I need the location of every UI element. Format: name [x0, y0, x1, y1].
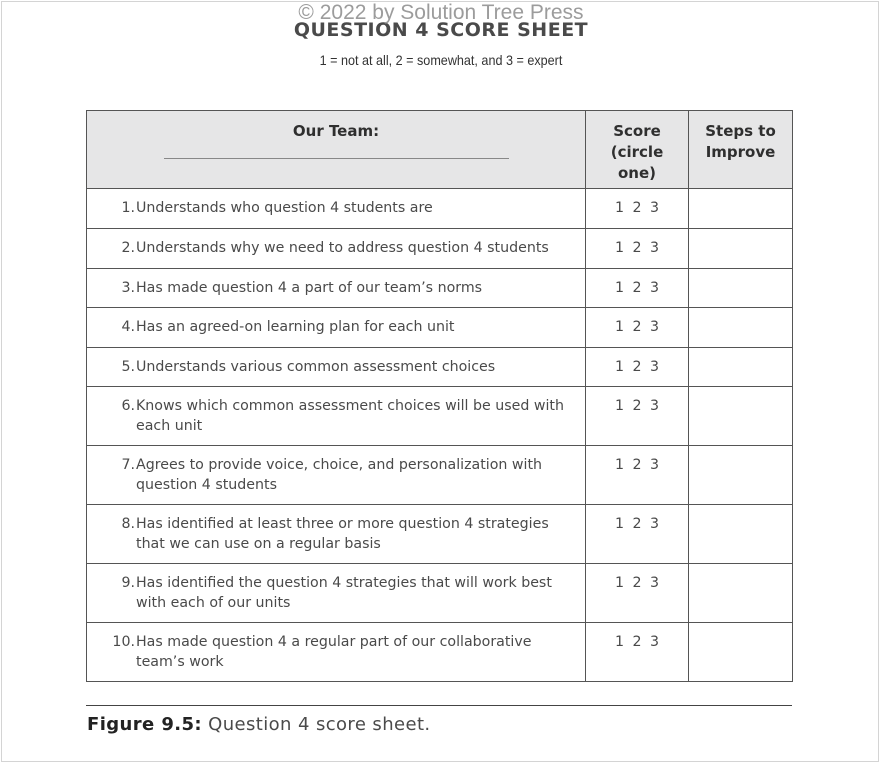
steps-header-line2: Improve — [705, 143, 776, 161]
table-row — [87, 505, 793, 564]
score-options[interactable]: 1 2 3 — [586, 348, 689, 387]
steps-to-improve-cell[interactable] — [689, 189, 793, 229]
score-legend: 1 = not at all, 2 = somewhat, and 3 = expert — [319, 52, 563, 68]
criterion-cell — [87, 269, 586, 308]
team-header — [87, 111, 586, 189]
steps-to-improve-cell[interactable] — [689, 564, 793, 623]
steps-to-improve-cell[interactable] — [689, 348, 793, 387]
copyright-watermark: © 2022 by Solution Tree Press — [298, 1, 584, 24]
criterion-number: 1. — [121, 200, 135, 216]
score-header-line3: one) — [617, 164, 656, 182]
table-row — [87, 623, 793, 682]
criterion-number: 4. — [121, 319, 135, 335]
steps-to-improve-cell[interactable] — [689, 269, 793, 308]
criterion-text: Has identified the question 4 strategies that will work best with each of our units — [136, 575, 552, 611]
criterion-number: 7. — [121, 457, 135, 473]
criterion-number: 8. — [121, 516, 135, 532]
table-row — [87, 446, 793, 505]
score-header-line2: (circle — [610, 143, 664, 161]
score-options[interactable]: 1 2 3 — [586, 446, 689, 505]
score-header-line1: Score — [613, 122, 661, 140]
criterion-number: 6. — [121, 398, 135, 414]
criterion-cell — [87, 564, 586, 623]
score-options[interactable]: 1 2 3 — [586, 308, 689, 348]
criterion-text: Agrees to provide voice, choice, and personalization with question 4 students — [136, 457, 542, 493]
steps-to-improve-cell[interactable] — [689, 505, 793, 564]
steps-to-improve-cell[interactable] — [689, 229, 793, 269]
criterion-cell — [87, 348, 586, 387]
steps-to-improve-cell[interactable] — [689, 387, 793, 446]
team-header-label: Our Team: — [292, 122, 380, 140]
criterion-number: 3. — [121, 280, 135, 296]
criterion-text: Has made question 4 a part of our team’s norms — [136, 280, 483, 296]
table-row — [87, 564, 793, 623]
criterion-text: Has made question 4 a regular part of our collaborative team’s work — [136, 634, 532, 670]
page-title: QUESTION 4 SCORE SHEET — [293, 19, 589, 41]
score-options[interactable]: 1 2 3 — [586, 229, 689, 269]
criterion-text: Has an agreed-on learning plan for each unit — [136, 319, 455, 335]
criterion-text: Understands why we need to address question 4 students — [136, 240, 549, 256]
criterion-cell — [87, 308, 586, 348]
score-options[interactable]: 1 2 3 — [586, 623, 689, 682]
score-header — [586, 111, 689, 189]
steps-header-line1: Steps to — [705, 122, 776, 140]
criterion-number: 10. — [112, 634, 135, 650]
criterion-cell — [87, 505, 586, 564]
table-row — [87, 387, 793, 446]
criterion-text: Knows which common assessment choices will be used with each unit — [136, 398, 564, 434]
criterion-number: 5. — [121, 359, 135, 375]
score-options[interactable]: 1 2 3 — [586, 505, 689, 564]
criterion-cell — [87, 446, 586, 505]
score-sheet-table — [86, 110, 793, 682]
criterion-cell — [87, 623, 586, 682]
criterion-number: 9. — [121, 575, 135, 591]
table-row — [87, 269, 793, 308]
criterion-text: Understands who question 4 students are — [136, 200, 433, 216]
score-options[interactable]: 1 2 3 — [586, 387, 689, 446]
criterion-text: Understands various common assessment choices — [136, 359, 496, 375]
table-row — [87, 189, 793, 229]
table-row — [87, 229, 793, 269]
criterion-cell — [87, 189, 586, 229]
score-options[interactable]: 1 2 3 — [586, 269, 689, 308]
steps-to-improve-cell[interactable] — [689, 623, 793, 682]
criterion-cell — [87, 229, 586, 269]
steps-to-improve-cell[interactable] — [689, 446, 793, 505]
caption-divider — [86, 705, 792, 706]
criterion-text: Has identified at least three or more question 4 strategies that we can use on a regular basis — [136, 516, 549, 552]
table-header-row — [87, 111, 793, 189]
criterion-cell — [87, 387, 586, 446]
table-row — [87, 308, 793, 348]
table-row — [87, 348, 793, 387]
steps-header — [689, 111, 793, 189]
score-options[interactable]: 1 2 3 — [586, 189, 689, 229]
figure-caption — [87, 714, 431, 735]
team-name-blank-line[interactable] — [164, 158, 509, 159]
criterion-number: 2. — [121, 240, 135, 256]
figure-label: Figure 9.5: — [87, 714, 203, 735]
figure-caption-text: Question 4 score sheet. — [202, 714, 431, 735]
score-options[interactable]: 1 2 3 — [586, 564, 689, 623]
steps-to-improve-cell[interactable] — [689, 308, 793, 348]
